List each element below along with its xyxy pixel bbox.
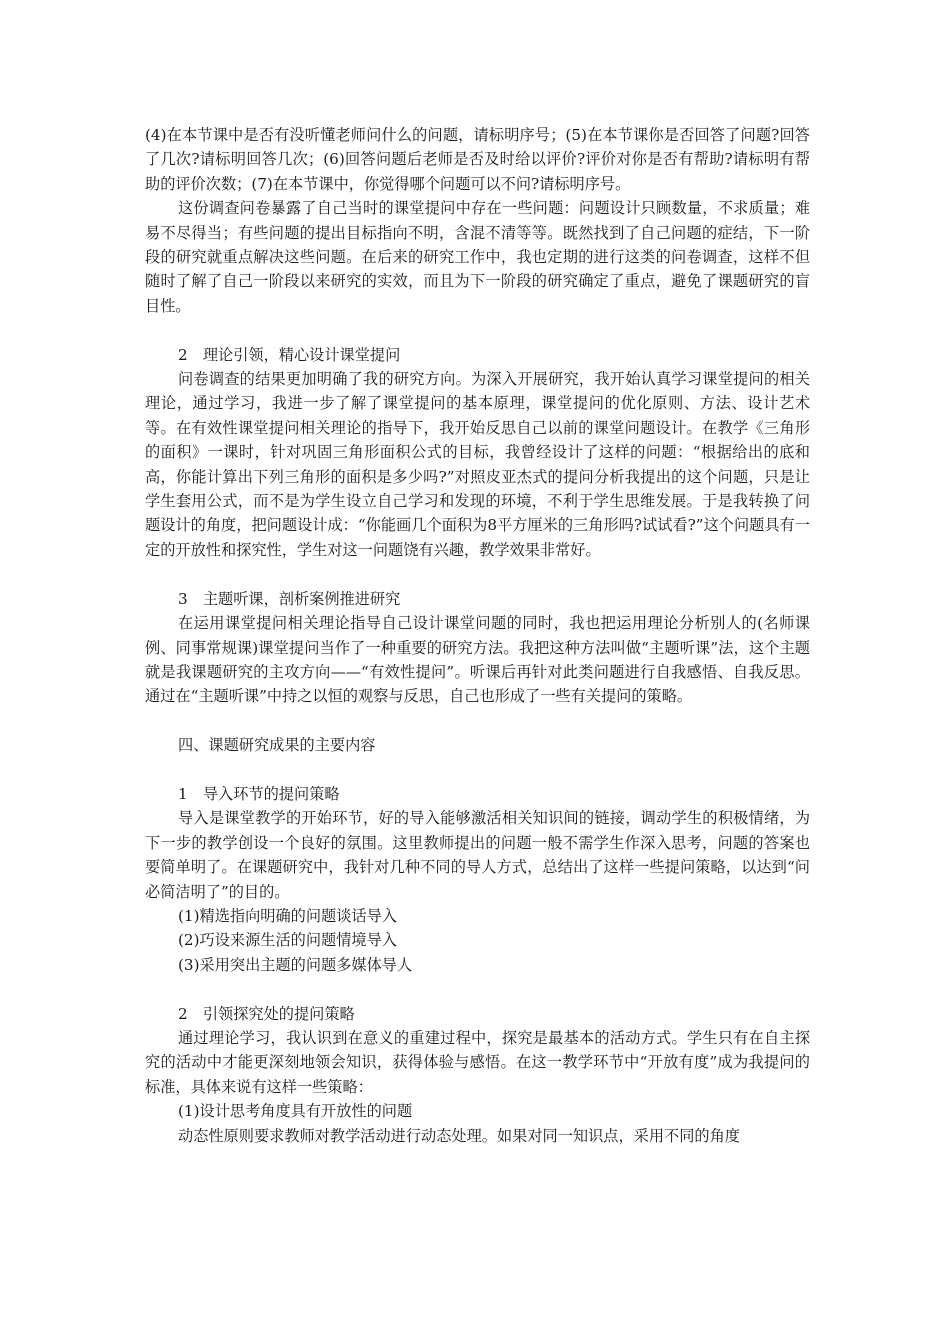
paragraph-inquiry-strategy: 通过理论学习，我认识到在意义的重建过程中，探究是最基本的活动方式。学生只有在自主探究的活动中才能更深刻地领会知识，获得体验与感悟。在这一教学环节中“开放有度”成为我提问的标准，具体来说有这样一些策略：: [145, 1028, 810, 1096]
paragraph-spacer: [145, 318, 810, 342]
section-heading-1-introduction: 1 导入环节的提问策略: [178, 784, 340, 803]
paragraph-lesson-observation: 在运用课堂提问相关理论指导自己设计课堂问题的同时，我也把运用理论分析别人的(名师课例、同事常规课)课堂提问当作了一种重要的研究方法。我把这种方法叫做“主题听课”法，这个主题就是我课题研究的主攻方向——“有效性提问”。听课后再针对此类问题进行自我感悟、自我反思。通过在“主题听课”中持之以恒的观察与反思，自己也形成了一些有关提问的策略。: [145, 614, 810, 706]
section-heading-3-lesson-observation: 3 主题听课，剖析案例推进研究: [178, 589, 401, 608]
list-item-introduction-3: (3)采用突出主题的问题多媒体导人: [178, 955, 413, 974]
list-item-inquiry-1: (1)设计思考角度具有开放性的问题: [178, 1102, 413, 1121]
paragraph-spacer: [145, 758, 810, 782]
section-heading-2-inquiry: 2 引领探究处的提问策略: [178, 1004, 355, 1023]
paragraph-spacer: [145, 977, 810, 1001]
list-item-introduction-2: (2)巧设来源生活的问题情境导入: [178, 931, 397, 950]
paragraph-spacer: [145, 562, 810, 586]
paragraph-questionnaire-items: (4)在本节课中是否有没听懂老师问什么的问题，请标明序号；(5)在本节课你是否回答了问题?回答了几次?请标明回答几次；(6)回答问题后老师是否及时给以评价?评价对你是否有帮助?请标明有帮助的评价次数；(7)在本节课中，你觉得哪个问题可以不问?请标明序号。: [145, 126, 810, 193]
document-page: [145, 123, 810, 1148]
paragraph-spacer: [145, 709, 810, 733]
paragraph-theory-guidance: 问卷调查的结果更加明确了我的研究方向。为深入开展研究，我开始认真学习课堂提问的相关理论，通过学习，我进一步了解了课堂提问的基本原理，课堂提问的优化原则、方法、设计艺术等。在有效性课堂提问相关理论的指导下，我开始反思自己以前的课堂问题设计。在教学《三角形的面积》一课时，针对巩固三角形面积公式的目标，我曾经设计了这样的问题：“根据给出的底和高，你能计算出下列三角形的面积是多少吗?”对照皮亚杰式的提问分析我提出的这个问题，只是让学生套用公式，而不是为学生设立自己学习和发现的环境，不利于学生思维发展。于是我转换了问题设计的角度，把问题设计成：“你能画几个面积为8平方厘米的三角形吗?试试看?”这个问题具有一定的开放性和探究性，学生对这一问题饶有兴趣，教学效果非常好。: [145, 370, 810, 559]
list-item-introduction-1: (1)精选指向明确的问题谈话导入: [178, 906, 397, 925]
paragraph-introduction-strategy: 导入是课堂教学的开始环节，好的导入能够激活相关知识间的链接，调动学生的积极情绪，为下一步的教学创设一个良好的氛围。这里教师提出的问题一般不需学生作深入思考，问题的答案也要简单明了。在课题研究中，我针对几种不同的导人方式，总结出了这样一些提问策略，以达到“问必简洁明了”的目的。: [145, 809, 810, 901]
paragraph-questionnaire-findings: 这份调查问卷暴露了自己当时的课堂提问中存在一些问题：问题设计只顾数量，不求质量；难易不尽得当；有些问题的提出目标指向不明，含混不清等等。既然找到了自己问题的症结，下一阶段的研究就重点解决这些问题。在后来的研究工作中，我也定期的进行这类的问卷调查，这样不但随时了解了自己一阶段以来研究的实效，而且为下一阶段的研究确定了重点，避免了课题研究的盲目性。: [145, 199, 810, 315]
chapter-heading-research-results: 四、课题研究成果的主要内容: [178, 736, 376, 755]
section-heading-2-theory: 2 理论引领，精心设计课堂提问: [178, 345, 401, 364]
paragraph-dynamic-principle: 动态性原则要求教师对教学活动进行动态处理。如果对同一知识点，采用不同的角度: [178, 1126, 740, 1145]
